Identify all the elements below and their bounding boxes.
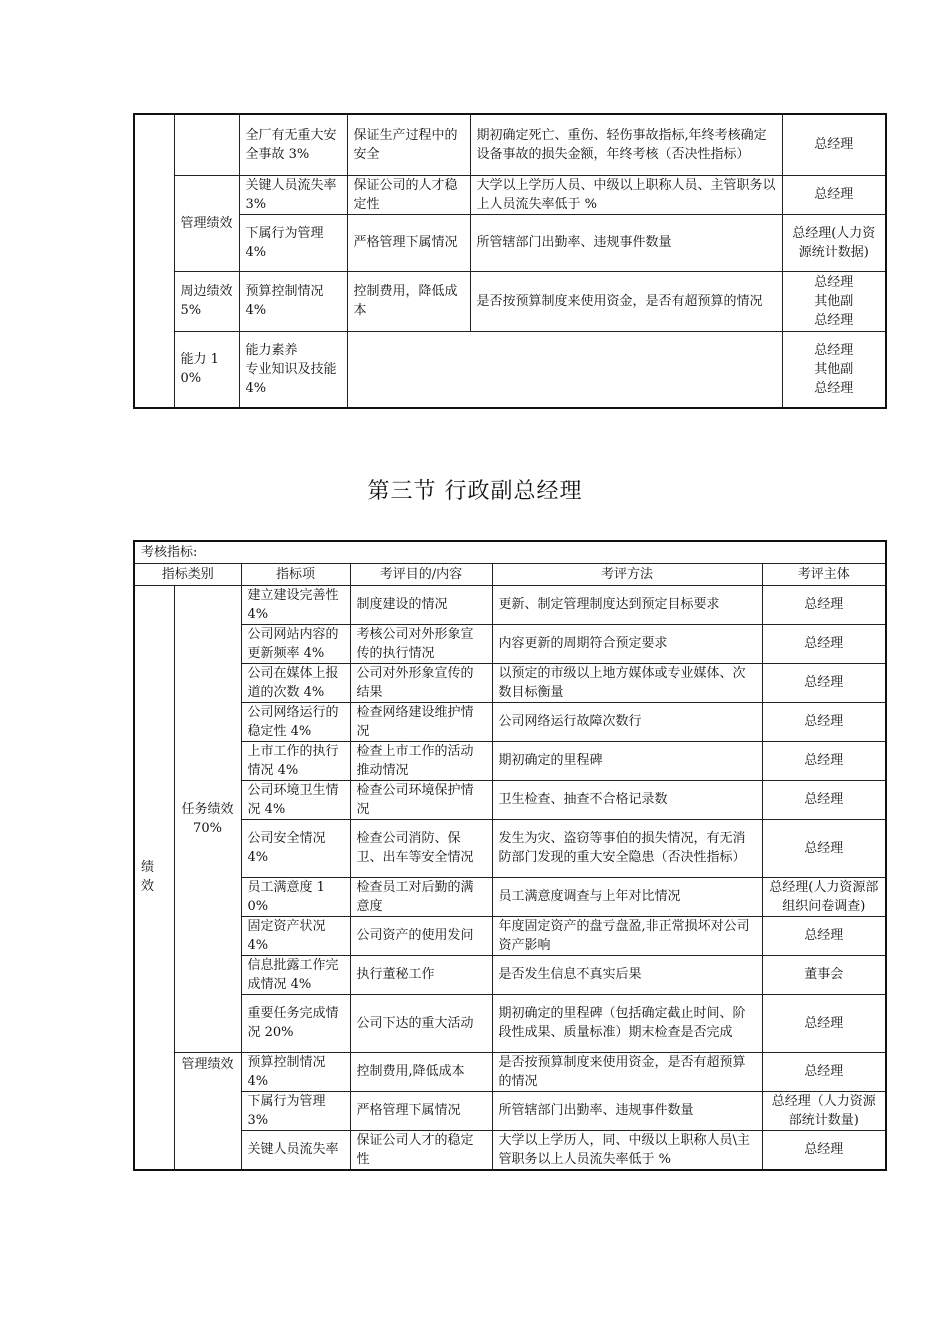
table-row [134,175,886,214]
purpose-cell: 保证公司人才的稳定性 [350,1130,492,1170]
method-cell: 大学以上学历人员、中级以上职称人员、主管职务以上人员流失率低于 % [470,175,782,214]
category-cell: 管理绩效 [174,1052,241,1170]
item-cell: 预算控制情况 4% [239,271,347,331]
table-row [134,702,886,741]
header-category: 指标类别 [134,563,241,585]
table-row [134,271,886,331]
purpose-cell: 保证生产过程中的安全 [347,114,470,175]
subject-cell: 总经理 [762,780,886,819]
item-cell: 能力素养 专业知识及技能 4% [239,331,347,408]
item-cell: 员工满意度 10% [241,877,350,916]
item-cell: 公司网络运行的稳定性 4% [241,702,350,741]
item-cell: 公司在媒体上报道的次数 4% [241,663,350,702]
subject-cell: 总经理 [762,741,886,780]
subject-cell: 总经理（人力资源部统计数量) [762,1091,886,1130]
header-subject: 考评主体 [762,563,886,585]
method-cell: 是否发生信息不真实后果 [492,955,762,994]
table-row [134,1091,886,1130]
header-item: 指标项 [241,563,350,585]
method-cell: 是否按预算制度来使用资金，是否有超预算的情况 [492,1052,762,1091]
item-cell: 下属行为管理 4% [239,214,347,271]
subject-cell: 总经理 [762,819,886,877]
purpose-cell: 公司资产的使用发问 [350,916,492,955]
purpose-cell: 控制费用,降低成本 [350,1052,492,1091]
header-purpose: 考评目的/内容 [350,563,492,585]
method-cell: 是否按预算制度来使用资金，是否有超预算的情况 [470,271,782,331]
item-cell: 公司环境卫生情况 4% [241,780,350,819]
subject-cell: 总经理 [782,114,886,175]
table-row [134,624,886,663]
method-cell: 年度固定资产的盘亏盘盈,非正常损坏对公司资产影响 [492,916,762,955]
subject-cell: 董事会 [762,955,886,994]
subject-cell: 总经理 [762,585,886,624]
purpose-cell: 控制费用，降低成本 [347,271,470,331]
table-row [134,214,886,271]
category-cell: 管理绩效 [174,175,239,271]
subject-cell: 总经理 [762,994,886,1052]
blank-cell [347,331,782,408]
item-cell: 下属行为管理 3% [241,1091,350,1130]
subject-cell: 总经理 其他副 总经理 [782,331,886,408]
header-row [134,563,886,585]
purpose-cell: 检查网络建设维护情况 [350,702,492,741]
table-row [134,916,886,955]
category-cell-blank [134,114,174,408]
method-cell: 期初确定死亡、重伤、轻伤事故指标,年终考核确定设备事故的损失金额，年终考核（否决性指标） [470,114,782,175]
table-row [134,1052,886,1091]
purpose-cell: 制度建设的情况 [350,585,492,624]
method-cell: 发生为灾、盗窃等事伯的损失情况，有无消防部门发现的重大安全隐患（否决性指标） [492,819,762,877]
item-cell: 预算控制情况 4% [241,1052,350,1091]
item-cell: 全厂有无重大安全事故 3% [239,114,347,175]
item-cell: 公司安全情况 4% [241,819,350,877]
item-cell: 关键人员流失率 [241,1130,350,1170]
table-row [134,663,886,702]
purpose-cell: 检查公司环境保护情况 [350,780,492,819]
method-cell: 期初确定的里程碑 [492,741,762,780]
method-cell: 卫生检查、抽查不合格记录数 [492,780,762,819]
item-cell: 重要任务完成情况 20% [241,994,350,1052]
subject-cell: 总经理 [762,702,886,741]
category-cell: 周边绩效 5% [174,271,239,331]
purpose-cell: 考核公司对外形象宣传的执行情况 [350,624,492,663]
item-cell: 上市工作的执行情况 4% [241,741,350,780]
subject-cell: 总经理 [762,624,886,663]
purpose-cell: 保证公司的人才稳定性 [347,175,470,214]
method-cell: 所管辖部门出勤率、违规事件数量 [492,1091,762,1130]
table-row [134,114,886,175]
method-cell: 员工满意度调查与上年对比情况 [492,877,762,916]
purpose-cell: 公司对外形象宣传的结果 [350,663,492,702]
table-caption: 考核指标: [134,541,886,563]
method-cell: 所管辖部门出勤率、违规事件数量 [470,214,782,271]
section-title: 第三节 行政副总经理 [367,479,583,504]
subject-cell: 总经理 [782,175,886,214]
subject-cell: 总经理(人力资源部组织问卷调查) [762,877,886,916]
category-cell: 任务绩效 70% [174,585,241,1052]
purpose-cell: 检查公司消防、保卫、出车等安全情况 [350,819,492,877]
table-row [134,877,886,916]
assessment-table [133,540,887,1171]
table-row [134,741,886,780]
method-cell: 公司网络运行故障次数行 [492,702,762,741]
item-cell: 公司网站内容的更新频率 4% [241,624,350,663]
table-row [134,955,886,994]
subject-cell: 总经理 [762,663,886,702]
table-continued [133,113,887,409]
main-category-cell: 绩 效 [134,585,174,1170]
purpose-cell: 严格管理下属情况 [347,214,470,271]
table-row [134,585,886,624]
category-cell: 能力 10% [174,331,239,408]
method-cell: 以预定的市级以上地方媒体或专业媒体、次数目标衡量 [492,663,762,702]
purpose-cell: 检查员工对后勤的满意度 [350,877,492,916]
subject-cell: 总经理(人力资源统计数据) [782,214,886,271]
category-cell-blank [174,114,239,175]
item-cell: 固定资产状况 4% [241,916,350,955]
purpose-cell: 公司下达的重大活动 [350,994,492,1052]
subject-cell: 总经理 [762,1130,886,1170]
caption-row [134,541,886,563]
table-row [134,994,886,1052]
table-row [134,331,886,408]
table-row [134,819,886,877]
purpose-cell: 严格管理下属情况 [350,1091,492,1130]
table-row [134,1130,886,1170]
item-cell: 关键人员流失率 3% [239,175,347,214]
method-cell: 大学以上学历人，同、中级以上职称人员\主管职务以上人员流失率低于 % [492,1130,762,1170]
purpose-cell: 检查上市工作的活动推动情况 [350,741,492,780]
header-method: 考评方法 [492,563,762,585]
method-cell: 内容更新的周期符合预定要求 [492,624,762,663]
subject-cell: 总经理 [762,916,886,955]
method-cell: 更新、制定管理制度达到预定目标要求 [492,585,762,624]
method-cell: 期初确定的里程碑（包括确定截止时间、阶段性成果、质量标准）期末检查是否完成 [492,994,762,1052]
subject-cell: 总经理 其他副 总经理 [782,271,886,331]
table-row [134,780,886,819]
subject-cell: 总经理 [762,1052,886,1091]
purpose-cell: 执行董秘工作 [350,955,492,994]
item-cell: 建立建设完善性 4% [241,585,350,624]
item-cell: 信息批露工作完成情况 4% [241,955,350,994]
